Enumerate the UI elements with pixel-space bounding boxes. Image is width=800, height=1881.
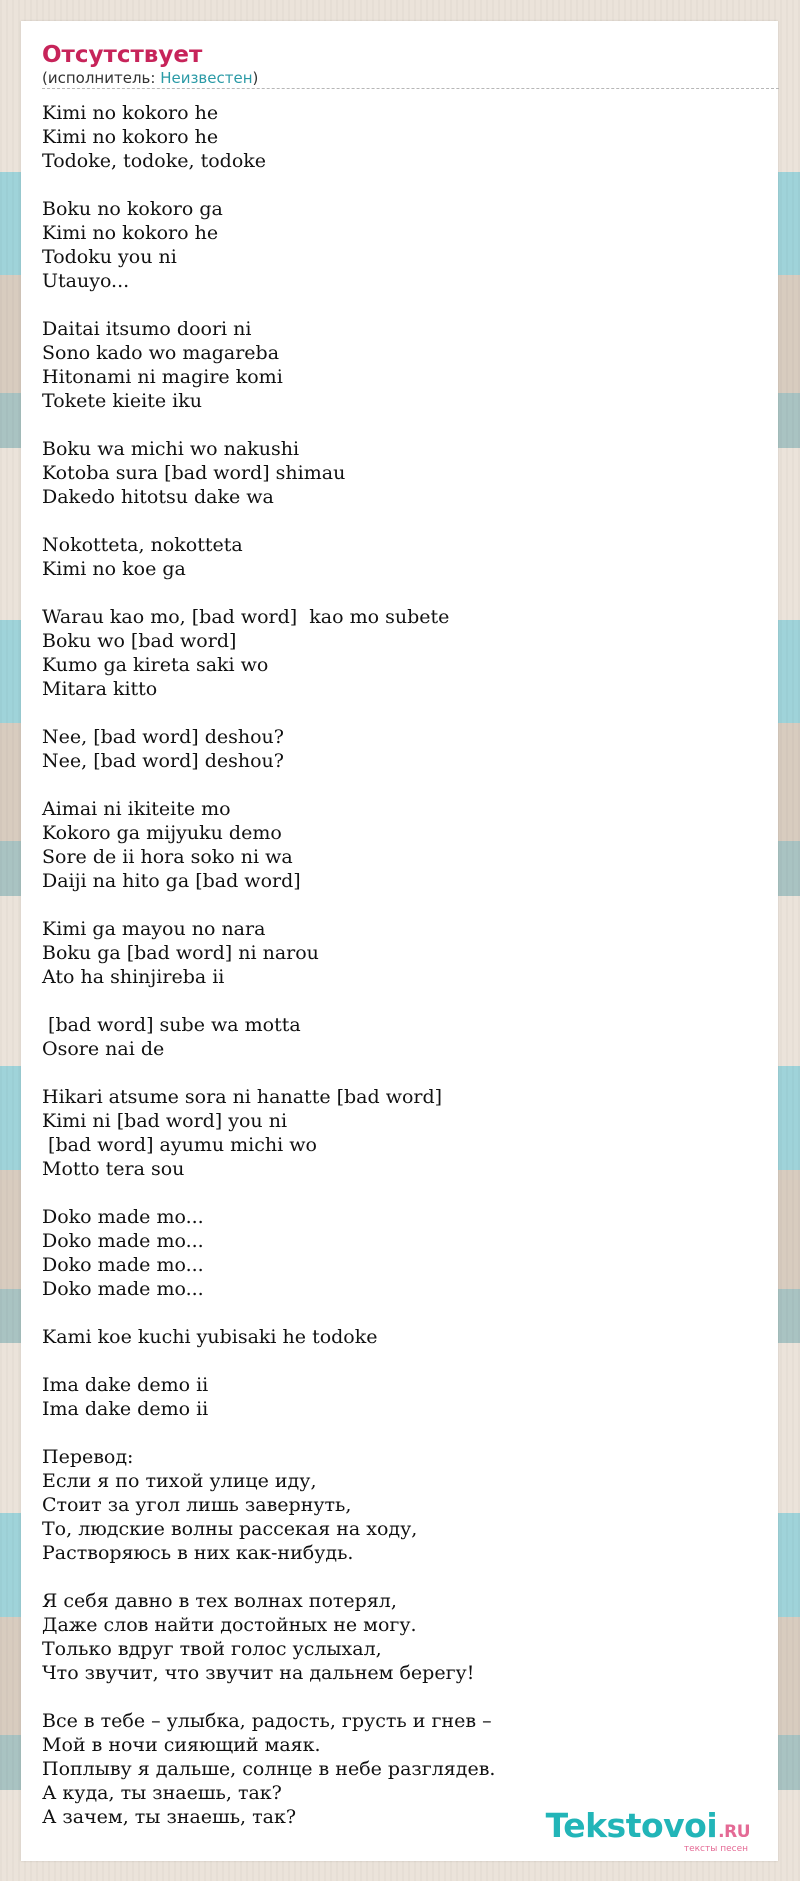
logo-tld: .RU bbox=[718, 1822, 750, 1842]
lyrics-text: Kimi no kokoro he Kimi no kokoro he Todoke, todoke, todoke Boku no kokoro ga Kimi no kokoro he Todoku you ni Utauyo... Daitai itsumo doori ni Sono kado wo magareba Hitonami ni magire komi Tokete kieite iku Boku wa michi wo nakushi Kotoba sura [bad word] shimau Dakedo hitotsu dake wa Nokotteta, nokotteta Kimi no koe ga Warau kao mo, [bad word] kao mo subete Boku wo [bad word] Kumo ga kireta saki wo Mitara kitto Nee, [bad word] deshou? Nee, [bad word] deshou? Aimai ni ikiteite mo Kokoro ga mijyuku demo Sore de ii hora soko ni wa Daiji na hito ga [bad word] Kimi ga mayou no nara Boku ga [bad word] ni narou Ato ha shinjireba ii [bad word] sube wa motta Osore nai de Hikari atsume sora ni hanatte [bad word] Kimi ni [bad word] you ni [bad word] ayumu michi wo Motto tera sou Doko made mo... Doko made mo... Doko made mo... Doko made mo... Kami koe kuchi yubisaki he todoke Ima dake demo ii Ima dake demo ii Перевод: Если я по тихой улице иду, Стоит за угол лишь завернуть, То, людские волны рассекая на ходу, Растворяюсь в них как-нибудь. Я себя давно в тех волнах потерял, Даже слов найти достойных не могу. Только вдруг твой голос услыхал, Что звучит, что звучит на дальнем берегу! Все в тебе – улыбка, радость, грусть и гнев – Мой в ночи сияющий маяк. Поплыву я дальше, солнце в небе разглядев. А куда, ты знаешь, так? А зачем, ты знаешь, так? bbox=[42, 102, 496, 1828]
song-artist-line bbox=[42, 70, 779, 87]
artist-link[interactable]: Неизвестен bbox=[160, 69, 253, 87]
logo-brand: Tekstovoi bbox=[545, 1806, 718, 1845]
site-logo[interactable] bbox=[545, 1806, 750, 1855]
artist-prefix: (исполнитель: bbox=[42, 69, 161, 87]
logo-tagline: тексты песен bbox=[683, 1844, 748, 1854]
lyrics-page bbox=[21, 21, 778, 1861]
song-header bbox=[42, 41, 779, 89]
artist-suffix: ) bbox=[252, 69, 259, 87]
song-title: Отсутствует bbox=[42, 42, 203, 68]
